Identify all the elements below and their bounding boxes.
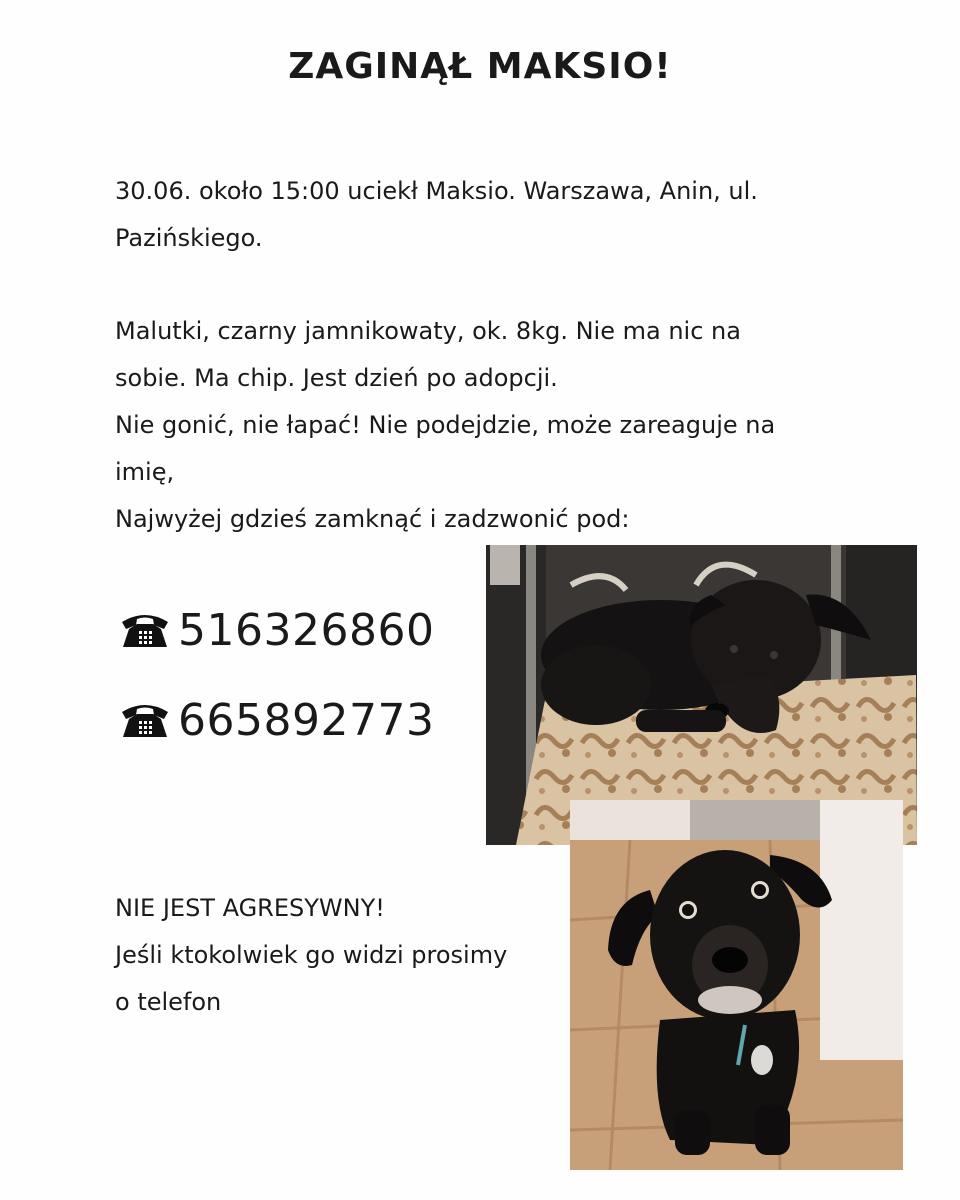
intro-line: 30.06. około 15:00 uciekł Maksio. Warszawa, Anin, ul. <box>115 177 758 205</box>
footer-line: o telefon <box>115 988 222 1016</box>
phone-number-text[interactable]: 665892773 <box>178 694 435 746</box>
phone-number-1[interactable] <box>120 600 434 660</box>
poster-title: ZAGINĄŁ MAKSIO! <box>288 46 672 87</box>
description-line: Malutki, czarny jamnikowaty, ok. 8kg. Nie ma nic na <box>115 317 741 345</box>
footer-line: Jeśli ktokolwiek go widzi prosimy <box>115 941 508 969</box>
intro-paragraph <box>115 168 758 262</box>
description-paragraph <box>115 308 775 543</box>
description-line: Nie gonić, nie łapać! Nie podejdzie, może zareaguje na <box>115 411 776 439</box>
phone-number-2[interactable] <box>120 690 434 750</box>
telephone-icon <box>120 610 170 650</box>
description-line: imię, <box>115 458 175 486</box>
footer-line: NIE JEST AGRESYWNY! <box>115 894 385 922</box>
intro-line: Pazińskiego. <box>115 224 263 252</box>
telephone-icon <box>120 700 170 740</box>
dog-photo-looking-up <box>570 800 903 1170</box>
footer-paragraph <box>115 885 507 1026</box>
description-line: sobie. Ma chip. Jest dzień po adopcji. <box>115 364 558 392</box>
description-line: Najwyżej gdzieś zamknąć i zadzwonić pod: <box>115 505 630 533</box>
phone-number-text[interactable]: 516326860 <box>178 604 435 656</box>
